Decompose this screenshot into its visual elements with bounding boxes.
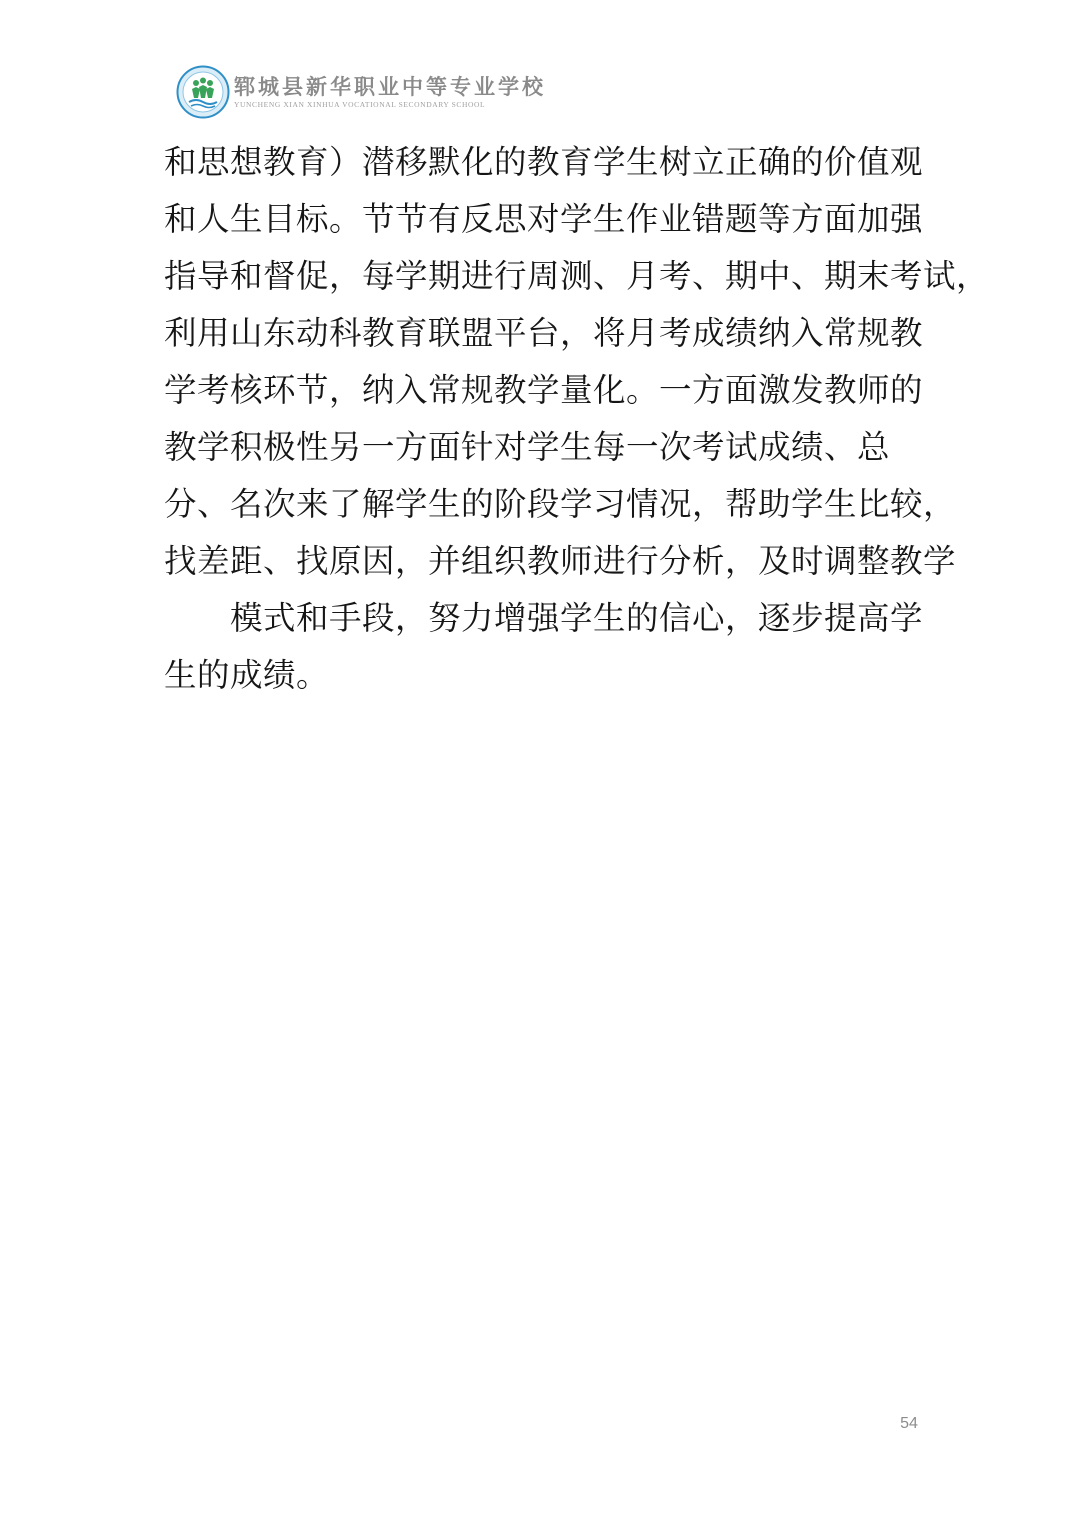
text-line: 分、名次来了解学生的阶段学习情况，帮助学生比较， — [164, 485, 957, 523]
text-line: 利用山东动科教育联盟平台，将月考成绩纳入常规教 — [164, 314, 924, 352]
text-line: 指导和督促，每学期进行周测、月考、期中、期末考试， — [164, 257, 990, 295]
school-name-en: YUNCHENG XIAN XINHUA VOCATIONAL SECONDARY SCHOOL — [234, 100, 486, 109]
page-number: 54 — [900, 1415, 918, 1432]
text-line: 学考核环节，纳入常规教学量化。一方面激发教师的 — [164, 371, 924, 409]
text-line: 和思想教育）潜移默化的教育学生树立正确的价值观 — [164, 143, 924, 181]
text-line: 教学积极性另一方面针对学生每一次考试成绩、总 — [164, 428, 891, 466]
school-name-cn: 郓城县新华职业中等专业学校 — [234, 74, 546, 99]
text-line: 生的成绩。 — [164, 656, 330, 694]
body-paragraph — [164, 134, 990, 704]
page-header — [176, 64, 546, 120]
school-name-block — [234, 74, 546, 110]
text-line: 模式和手段，努力增强学生的信心，逐步提高学 — [230, 599, 924, 637]
school-emblem-icon — [176, 65, 230, 119]
text-line: 和人生目标。节节有反思对学生作业错题等方面加强 — [164, 200, 924, 238]
text-line: 找差距、找原因，并组织教师进行分析，及时调整教学 — [164, 542, 957, 580]
